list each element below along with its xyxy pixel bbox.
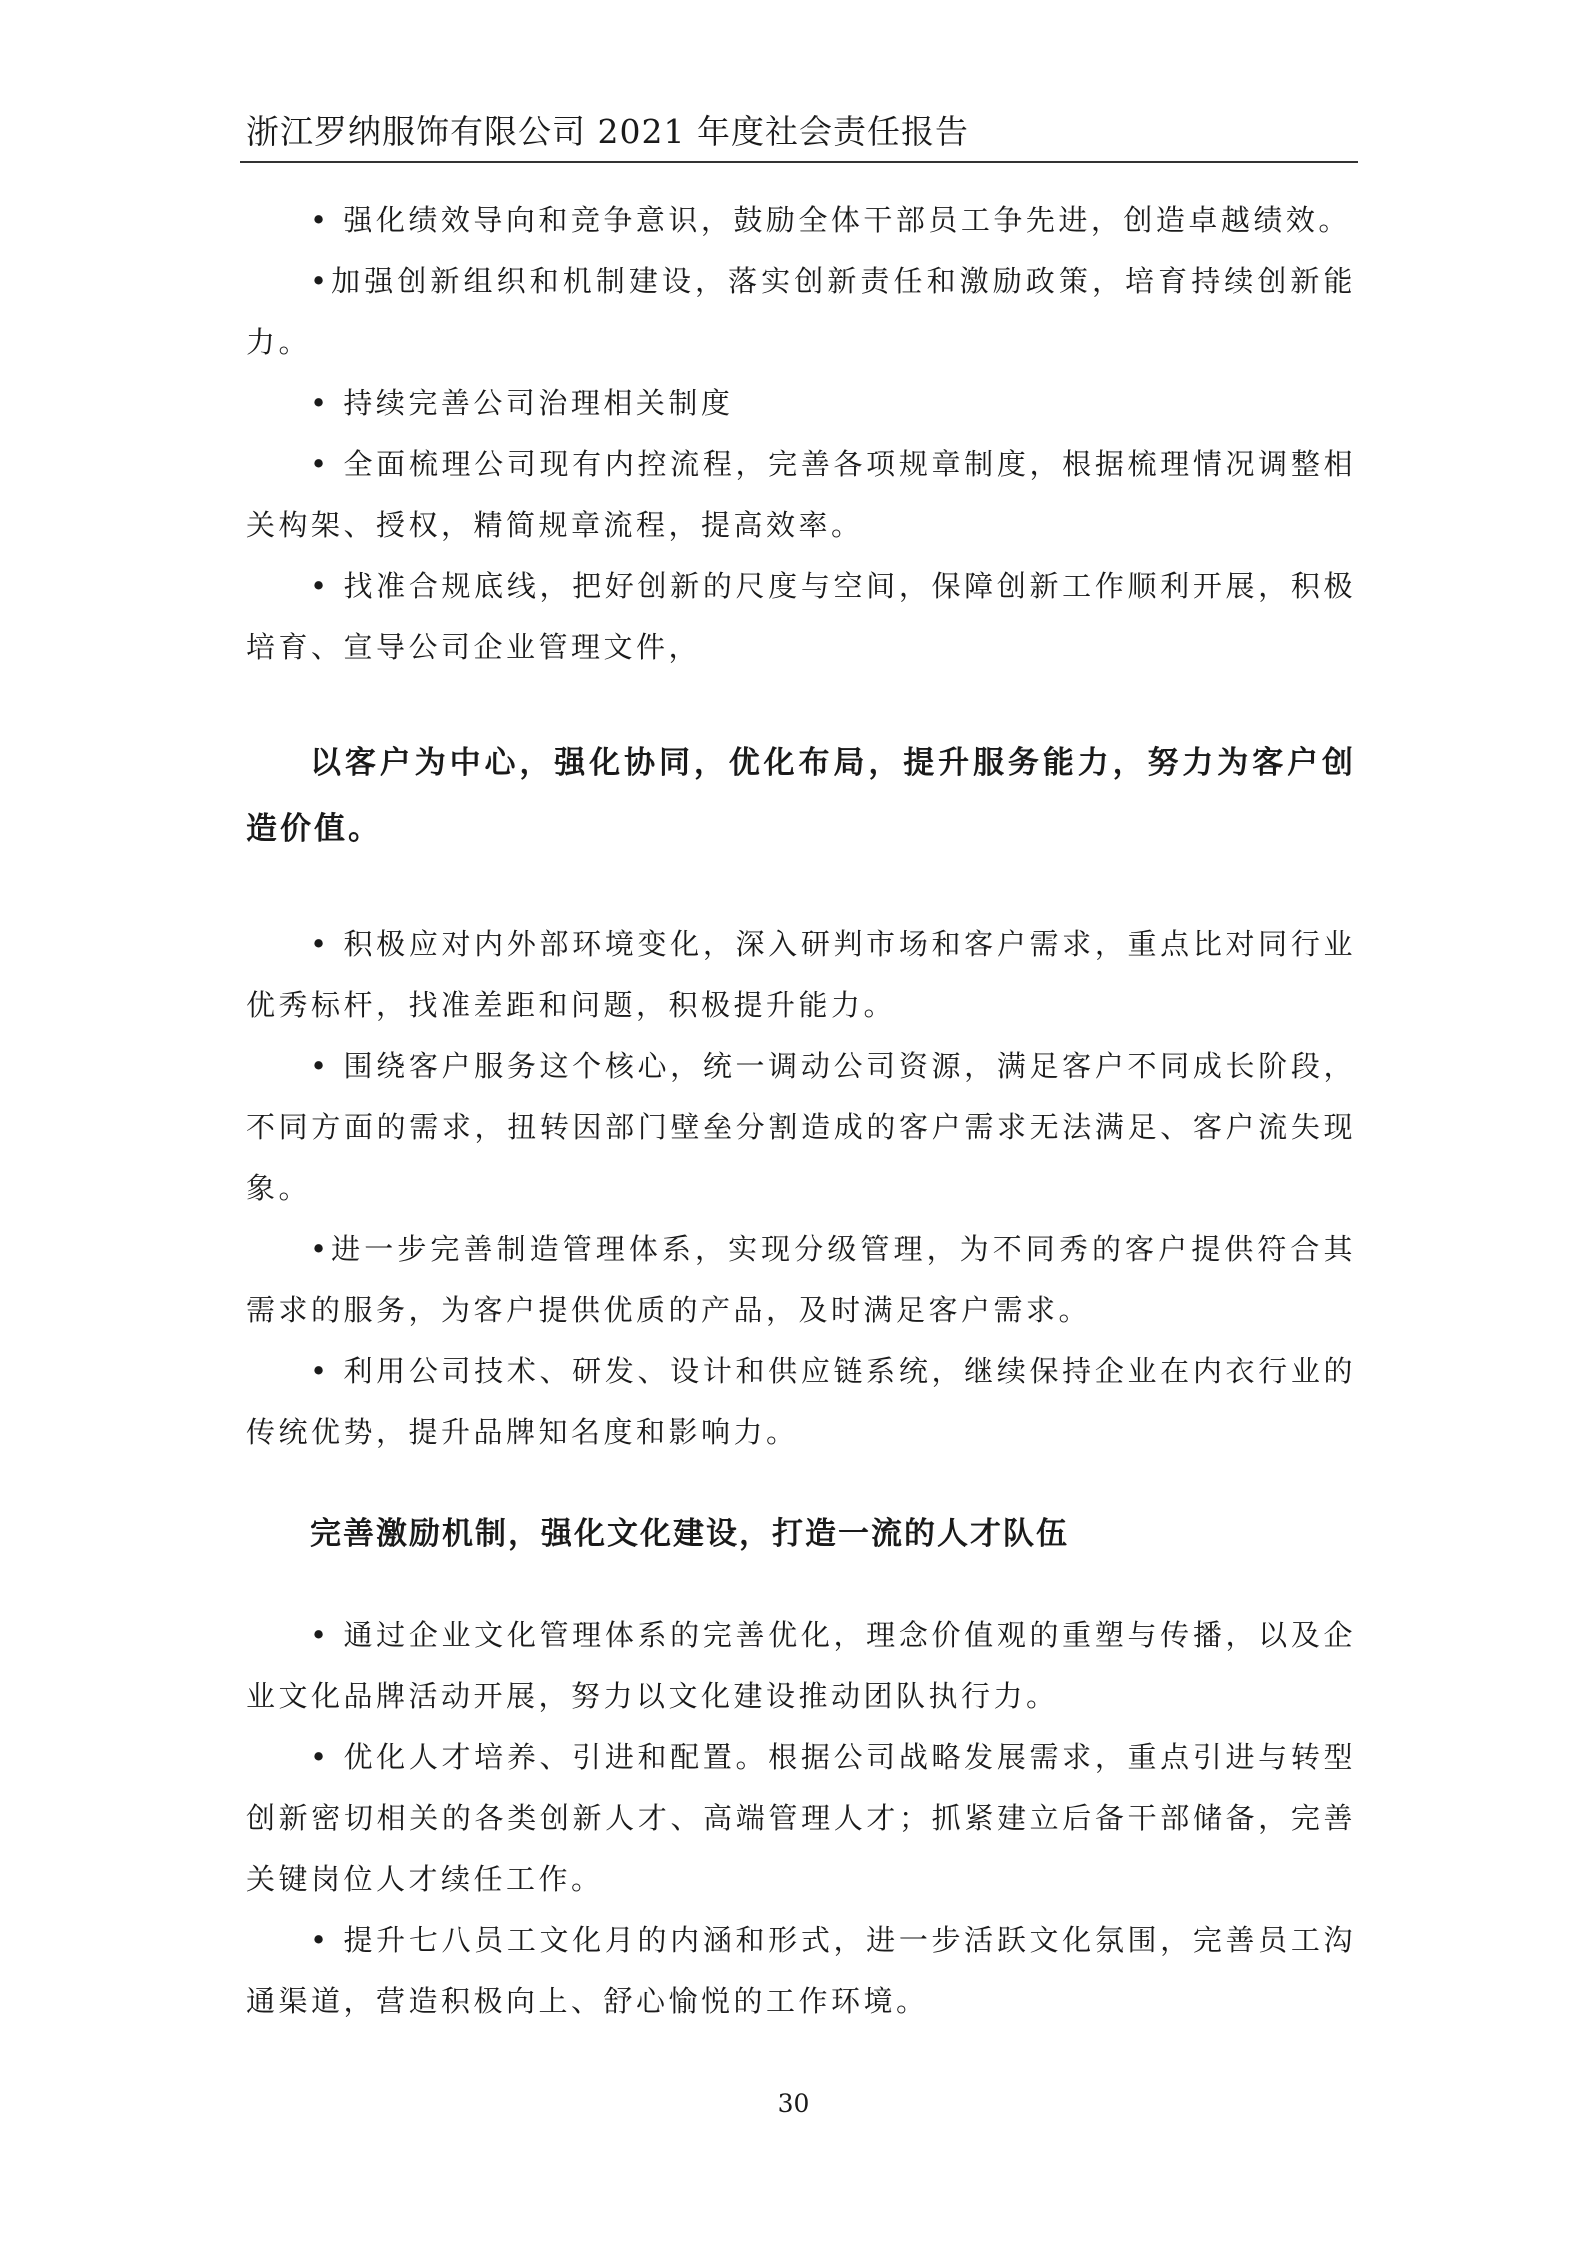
spacer: [246, 678, 1356, 730]
paragraph: •进一步完善制造管理体系，实现分级管理，为不同秀的客户提供符合其需求的服务，为客户提供优质的产品，及时满足客户需求。: [246, 1232, 1356, 1327]
paragraph: • 优化人才培养、引进和配置。根据公司战略发展需求，重点引进与转型创新密切相关的各类创新人才、高端管理人才；抓紧建立后备干部储备，完善关键岗位人才续任工作。: [246, 1740, 1356, 1896]
section-heading: 以客户为中心，强化协同，优化布局，提升服务能力，努力为客户创造价值。: [246, 745, 1356, 847]
paragraph: • 持续完善公司治理相关制度: [310, 386, 734, 420]
paragraph: • 积极应对内外部环境变化，深入研判市场和客户需求，重点比对同行业优秀标杆，找准差距和问题，积极提升能力。: [246, 927, 1356, 1022]
section-heading: 完善激励机制，强化文化建设，打造一流的人才队伍: [310, 1516, 1069, 1552]
page-number: 30: [777, 2089, 810, 2118]
paragraph: •加强创新组织和机制建设，落实创新责任和激励政策，培育持续创新能力。: [246, 264, 1356, 359]
spacer: [246, 1567, 1356, 1605]
paragraph: • 利用公司技术、研发、设计和供应链系统，继续保持企业在内衣行业的传统优势，提升品牌知名度和影响力。: [246, 1354, 1356, 1449]
paragraph: • 全面梳理公司现有内控流程，完善各项规章制度，根据梳理情况调整相关构架、授权，精简规章流程，提高效率。: [246, 447, 1356, 542]
paragraph: • 提升七八员工文化月的内涵和形式，进一步活跃文化氛围，完善员工沟通渠道，营造积极向上、舒心愉悦的工作环境。: [246, 1923, 1356, 2018]
spacer: [246, 862, 1356, 914]
paragraph: • 强化绩效导向和竞争意识，鼓励全体干部员工争先进，创造卓越绩效。: [310, 203, 1351, 237]
page-header-title: 浙江罗纳服饰有限公司 2021 年度社会责任报告: [246, 112, 969, 151]
header-divider: [240, 161, 1358, 163]
page-body: [246, 190, 1356, 2032]
paragraph: • 围绕客户服务这个核心，统一调动公司资源，满足客户不同成长阶段，不同方面的需求，扭转因部门壁垒分割造成的客户需求无法满足、客户流失现象。: [246, 1049, 1356, 1205]
paragraph: • 通过企业文化管理体系的完善优化，理念价值观的重塑与传播，以及企业文化品牌活动开展，努力以文化建设推动团队执行力。: [246, 1618, 1356, 1713]
paragraph: • 找准合规底线，把好创新的尺度与空间，保障创新工作顺利开展，积极培育、宣导公司企业管理文件，: [246, 569, 1356, 664]
spacer: [246, 1463, 1356, 1501]
